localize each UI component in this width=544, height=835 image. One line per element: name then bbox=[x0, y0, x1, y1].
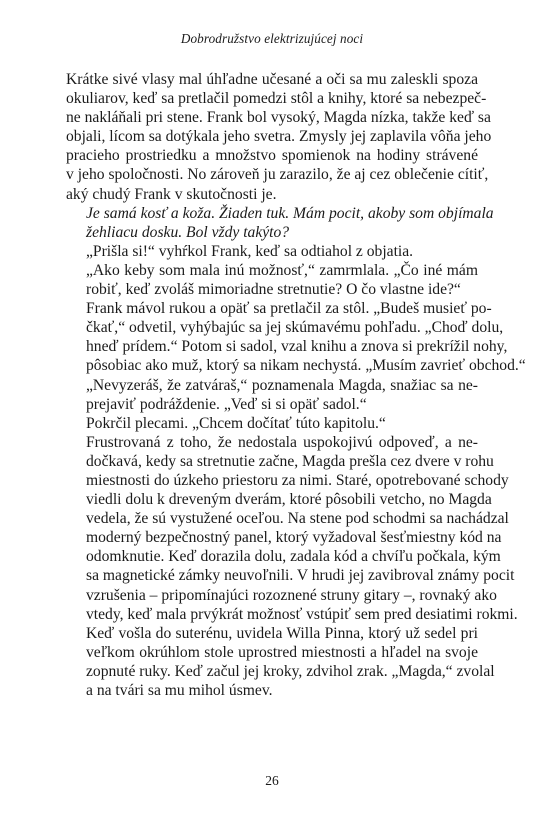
paragraph bbox=[66, 376, 478, 414]
paragraph bbox=[66, 624, 495, 700]
text-line: sa magnetické zámky neuvoľnili. V hrudi jej zavibroval známy pocit bbox=[86, 567, 515, 585]
text-line: robiť, keď zvoláš mimoriadne stretnutie? O čo vlastne ide?“ bbox=[86, 281, 461, 299]
text-line: Je samá kosť a koža. Žiaden tuk. Mám pocit, akoby som objímala bbox=[86, 204, 494, 222]
text-line: pôsobiac ako muž, ktorý sa nikam nechystá. „Musím zavrieť obchod.“ bbox=[86, 357, 526, 375]
text-line: „Nevyzeráš, že zatváraš,“ poznamenala Magda, snažiac sa ne- bbox=[86, 376, 478, 394]
text-line: hneď prídem.“ Potom si sadol, vzal knihu a znova si prekrížil nohy, bbox=[86, 338, 508, 356]
text-line: prejaviť podráždenie. „Veď si si opäť sadol.“ bbox=[86, 395, 367, 413]
paragraph bbox=[66, 261, 478, 299]
text-line: odomknutie. Keď dorazila dolu, zadala kód a chvíľu počkala, kým bbox=[86, 548, 501, 566]
text-line: Krátke sivé vlasy mal úhľadne učesané a oči sa mu zaleskli spoza bbox=[66, 71, 478, 88]
body-text bbox=[66, 70, 526, 700]
text-line: Keď vošla do suterénu, uvidela Willa Pinna, ktorý už sedel pri bbox=[86, 624, 478, 642]
paragraph bbox=[66, 204, 494, 242]
text-line: Frank mávol rukou a opäť sa pretlačil za stôl. „Budeš musieť po- bbox=[86, 300, 492, 318]
text-line: v jeho spoločnosti. No zároveň ju zarazilo, že aj cez oblečenie cítiť, bbox=[66, 166, 489, 184]
text-line: dočkavá, kedy sa stretnutie začne, Magda prešla cez dvere v rohu bbox=[86, 452, 494, 470]
text-line: aký chudý Frank v skutočnosti je. bbox=[66, 185, 277, 203]
text-line: pracieho prostriedku a množstvo spomienok na hodiny strávené bbox=[66, 147, 478, 165]
paragraph bbox=[66, 299, 526, 375]
text-line: a na tvári sa mu mihol úsmev. bbox=[86, 682, 273, 699]
text-line: „Prišla si!“ vyhŕkol Frank, keď sa odtiahol z objatia. bbox=[86, 242, 414, 260]
text-line: žehliacu dosku. Bol vždy takýto? bbox=[86, 223, 290, 241]
text-line: moderný bezpečnostný panel, ktorý vyžadoval šesťmiestny kód na bbox=[86, 529, 502, 547]
text-line: „Ako keby som mala inú možnosť,“ zamrmlala. „Čo iné mám bbox=[86, 261, 478, 279]
text-line: Pokrčil plecami. „Chcem dočítať túto kapitolu.“ bbox=[86, 414, 386, 432]
text-line: Frustrovaná z toho, že nedostala uspokojivú odpoveď, a ne- bbox=[86, 433, 478, 451]
paragraph bbox=[66, 414, 478, 433]
text-line: okuliarov, keď sa pretlačil pomedzi stôl a knihy, ktoré sa nebezpeč- bbox=[66, 90, 487, 108]
text-line: čkať,“ odvetil, vyhýbajúc sa jej skúmavému pohľadu. „Choď dolu, bbox=[86, 319, 504, 337]
paragraph bbox=[66, 242, 478, 261]
paragraph bbox=[66, 433, 518, 624]
page-number: 26 bbox=[265, 773, 279, 788]
text-line: veľkom okrúhlom stole uprostred miestnosti a hľadel na svoje bbox=[86, 643, 478, 661]
text-line: ne nakláňali pri stene. Frank bol vysoký, Magda nízka, takže keď sa bbox=[66, 109, 491, 127]
text-line: objali, lícom sa dotýkala jeho svetra. Zmysly jej zaplavila vôňa jeho bbox=[66, 128, 492, 146]
text-line: miestnosti do úzkeho priestoru za nimi. Staré, opotrebované schody bbox=[86, 471, 509, 489]
paragraph bbox=[66, 70, 492, 204]
text-line: vedela, že sú vystužené oceľou. Na stene pod schodmi sa nachádzal bbox=[86, 510, 509, 528]
text-line: vtedy, keď mala prvýkrát možnosť vstúpiť sem pred desiatimi rokmi. bbox=[86, 605, 518, 623]
running-head: Dobrodružstvo elektrizujúcej noci bbox=[180, 31, 364, 46]
text-line: viedli dolu k dreveným dverám, ktoré pôsobili vetcho, no Magda bbox=[86, 491, 492, 509]
text-line: zopnuté ruky. Keď začul jej kroky, zdvihol zrak. „Magda,“ zvolal bbox=[86, 662, 495, 680]
text-line: vzrušenia – pripomínajúci rozoznené struny gitary –, rovnaký ako bbox=[86, 586, 497, 604]
